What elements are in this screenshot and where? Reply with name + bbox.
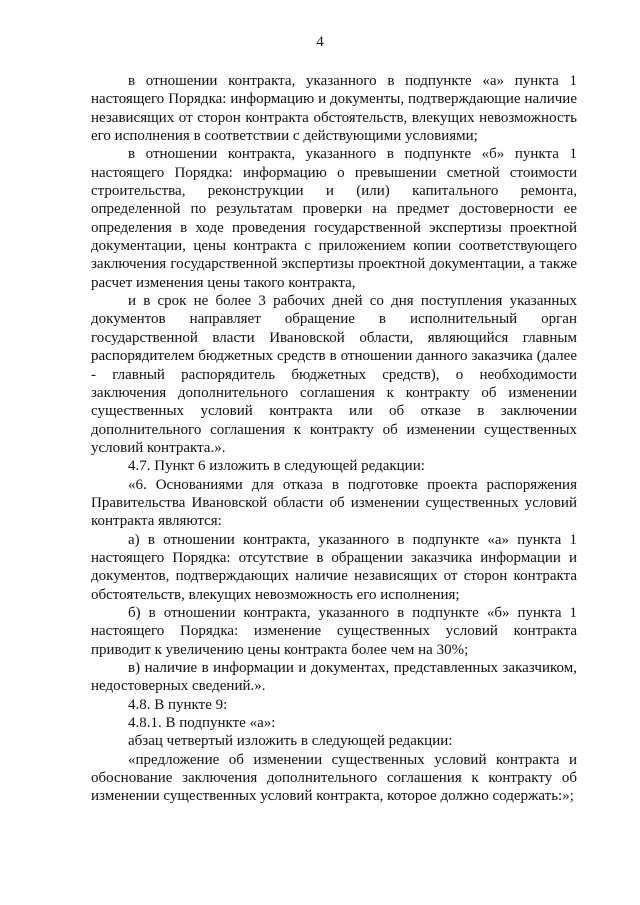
- paragraph-refusal-a: а) в отношении контракта, указанного в подпункте «а» пункта 1 настоящего Порядка: отсутствие в обращении заказчика информации и документов, подтверждающих наличие независящих от сторон контракта обстоятельств, влекущих невозможность его исполнения;: [91, 531, 577, 603]
- paragraph-refusal-grounds: «6. Основаниями для отказа в подготовке проекта распоряжения Правительства Ивановской области об изменении существенных условий контракта являются:: [91, 476, 577, 530]
- paragraph-fourth-abzac: абзац четвертый изложить в следующей редакции:: [128, 733, 453, 750]
- paragraph-proposal-text: «предложение об изменении существенных условий контракта и обоснование заключения дополнительного соглашения к контракту об изменении существенных условий контракта, которое должно содержать:»;: [91, 751, 577, 805]
- paragraph-4-7-heading: 4.7. Пункт 6 изложить в следующей редакции:: [128, 458, 425, 475]
- paragraph-item-b-info: в отношении контракта, указанного в подпункте «б» пункта 1 настоящего Порядка: информацию о превышении сметной стоимости строительства, реконструкции и (или) капитального ремонта, определенной по результатам проверки на предмет достоверности ее определения в ходе проведения государственной экспертизы проектной документации, цены контракта с приложением копии соответствующего заключения государственной экспертизы проектной документации, а также расчет изменения цены такого контракта,: [91, 146, 577, 291]
- document-body: [91, 72, 577, 806]
- paragraph-refusal-c: в) наличие в информации и документах, представленных заказчиком, недостоверных сведений.».: [91, 660, 577, 695]
- page-number: 4: [316, 34, 324, 50]
- paragraph-4-8-heading: 4.8. В пункте 9:: [128, 696, 228, 713]
- paragraph-4-8-1-heading: 4.8.1. В подпункте «а»:: [128, 715, 276, 732]
- paragraph-refusal-b: б) в отношении контракта, указанного в подпункте «б» пункта 1 настоящего Порядка: изменение существенных условий контракта приводит к увеличению цены контракта более чем на 30%;: [91, 604, 577, 658]
- paragraph-item-a-info: в отношении контракта, указанного в подпункте «а» пункта 1 настоящего Порядка: информацию и документы, подтверждающие наличие независящих от сторон контракта обстоятельств, влекущих невозможность его исполнения в соответствии с действующими условиями;: [91, 73, 577, 145]
- paragraph-appeal-deadline: и в срок не более 3 рабочих дней со дня поступления указанных документов направляет обращение в исполнительный орган государственной власти Ивановской области, являющийся главным распорядителем бюджетных средств в отношении данного заказчика (далее - главный распорядитель бюджетных средств), о необходимости заключения дополнительного соглашения к контракту об изменении существенных условий контракта или об отказе в заключении дополнительного соглашения к контракту об изменении существенных условий контракта.».: [91, 293, 577, 456]
